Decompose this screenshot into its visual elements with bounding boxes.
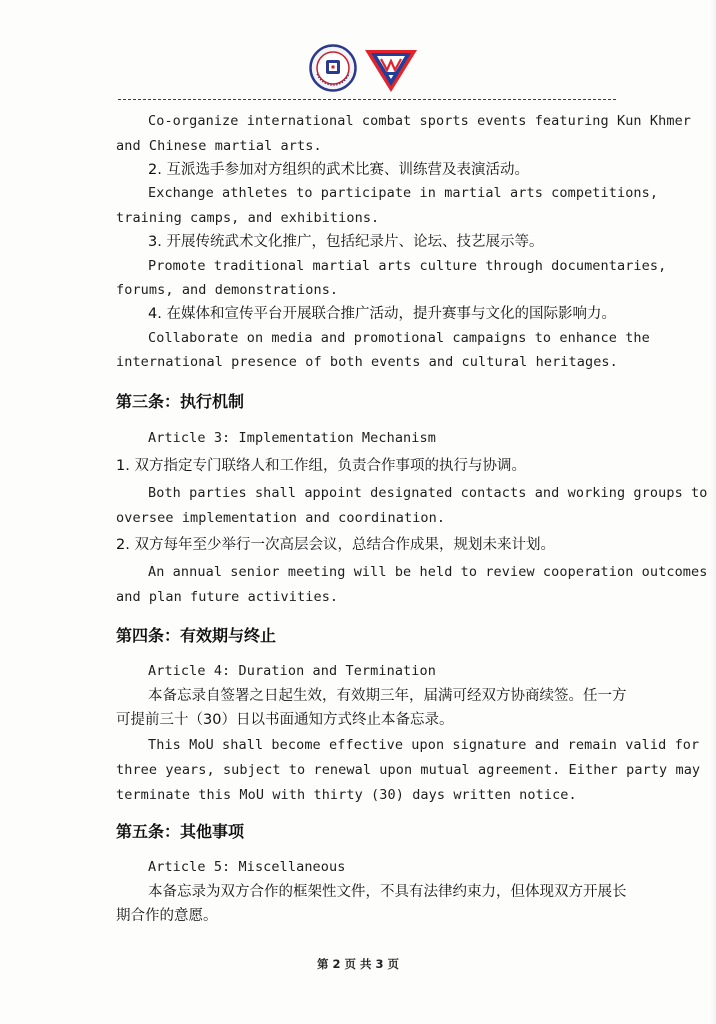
association-seal-icon xyxy=(309,44,357,92)
header-logos xyxy=(309,44,419,98)
item4-en-line2: international presence of both events and cultural heritages. xyxy=(116,354,618,370)
article4-heading-zh: 第四条：有效期与终止 xyxy=(116,626,277,645)
item1-en-line1: Co-organize international combat sports events featuring Kun Khmer xyxy=(148,113,692,129)
article4-en-line3: terminate this MoU with thirty (30) days written notice. xyxy=(116,787,577,803)
item3-zh: 3. 开展传统武术文化推广，包括纪录片、论坛、技艺展示等。 xyxy=(148,234,544,250)
item1-en-line2: and Chinese martial arts. xyxy=(116,138,322,154)
article3-p2-zh: 2. 双方每年至少举行一次高层会议，总结合作成果，规划未来计划。 xyxy=(116,537,555,553)
article3-p1-en-line1: Both parties shall appoint designated contacts and working groups to xyxy=(148,485,708,501)
article5-heading-en: Article 5: Miscellaneous xyxy=(148,859,346,875)
article5-zh-line2: 期合作的意愿。 xyxy=(116,908,218,924)
article5-zh-line1: 本备忘录为双方合作的框架性文件，不具有法律约束力，但体现双方开展长 xyxy=(148,884,627,900)
article4-en-line2: three years, subject to renewal upon mutual agreement. Either party may xyxy=(116,762,701,778)
item3-en-line2: forums, and demonstrations. xyxy=(116,282,339,298)
article3-p2-en-line1: An annual senior meeting will be held to review cooperation outcomes xyxy=(148,564,708,580)
article3-heading-zh: 第三条：执行机制 xyxy=(116,392,245,411)
article5-heading-zh: 第五条：其他事项 xyxy=(116,822,245,841)
page-number: 第 2 页 共 3 页 xyxy=(316,957,400,971)
header-divider xyxy=(118,99,616,100)
article4-zh-line1: 本备忘录自签署之日起生效，有效期三年，届满可经双方协商续签。任一方 xyxy=(148,688,627,704)
article3-p1-zh: 1. 双方指定专门联络人和工作组，负责合作事项的执行与协调。 xyxy=(116,458,526,474)
item2-zh: 2. 互派选手参加对方组织的武术比赛、训练营及表演活动。 xyxy=(148,162,529,178)
scan-edge-shadow xyxy=(710,0,716,1024)
item2-en-line1: Exchange athletes to participate in martial arts competitions, xyxy=(148,185,659,201)
event-triangle-logo-icon xyxy=(363,46,419,94)
item4-zh: 4. 在媒体和宣传平台开展联合推广活动，提升赛事与文化的国际影响力。 xyxy=(148,306,616,322)
item2-en-line2: training camps, and exhibitions. xyxy=(116,210,380,226)
article4-zh-line2: 可提前三十（30）日以书面通知方式终止本备忘录。 xyxy=(116,712,454,728)
item4-en-line1: Collaborate on media and promotional campaigns to enhance the xyxy=(148,330,650,346)
article3-p1-en-line2: oversee implementation and coordination. xyxy=(116,510,446,526)
article4-en-line1: This MoU shall become effective upon signature and remain valid for xyxy=(148,737,700,753)
article4-heading-en: Article 4: Duration and Termination xyxy=(148,663,436,679)
article3-p2-en-line2: and plan future activities. xyxy=(116,589,339,605)
item3-en-line1: Promote traditional martial arts culture through documentaries, xyxy=(148,258,667,274)
article3-heading-en: Article 3: Implementation Mechanism xyxy=(148,430,436,446)
